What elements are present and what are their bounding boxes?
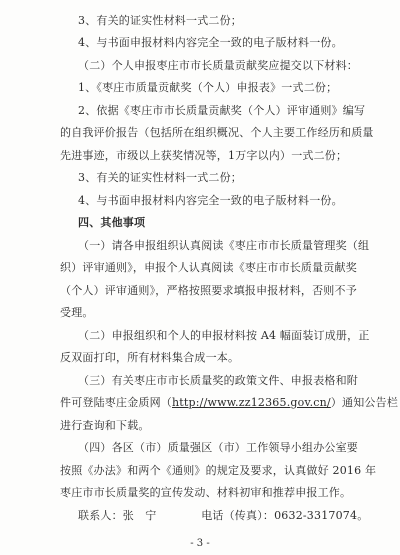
- paragraph-4-line-1: （四）各区（市）质量强区（市）工作领导小组办公室要: [78, 441, 358, 454]
- website-prefix: 件可登陆枣庄金质网（: [60, 396, 172, 409]
- personal-item-3: 3、有关的证实性材料一式二份；: [78, 171, 242, 184]
- other-matters-heading: 四、其他事项: [78, 216, 146, 229]
- website-suffix: ）通知公告栏: [330, 396, 399, 409]
- paragraph-3-line-1: （三）有关枣庄市市长质量奖的政策文件、申报表格和附: [78, 374, 358, 387]
- paragraph-2-line-1: （二）申报组织和个人的申报材料按 A4 幅面装订成册，正: [78, 329, 370, 342]
- personal-item-2-line-1: 2、依据《枣庄市市长质量贡献奖（个人）评审通则》编写: [78, 104, 366, 117]
- paragraph-1-line-4: 受理。: [60, 306, 94, 319]
- section-b-item-3: 3、有关的证实性材料一式二份；: [78, 14, 242, 27]
- section-b-item-4: 4、与书面申报材料内容完全一致的电子版材料一份。: [78, 36, 343, 49]
- website-link[interactable]: http://www.zz12365.gov.cn/: [172, 396, 331, 409]
- personal-item-4: 4、与书面申报材料内容完全一致的电子版材料一份。: [78, 194, 343, 207]
- paragraph-3-line-3: 进行查询和下载。: [60, 419, 150, 432]
- paragraph-1-line-2: 织）评审通则》，申报个人认真阅读《枣庄市市长质量贡献奖: [60, 261, 357, 274]
- personal-item-2-line-3: 先进事迹，市级以上获奖情况等，1万字以内）一式二份；: [60, 149, 348, 162]
- paragraph-2-line-2: 反双面打印，所有材料集合成一本。: [60, 351, 240, 364]
- paragraph-4-line-2: 按照《办法》和两个《通则》的规定及要求，认真做好 2016 年: [60, 464, 377, 477]
- personal-item-2-line-2: 的自我评价报告（包括所在组织概况、个人主要工作经历和质量: [60, 126, 374, 139]
- personal-section-title: （二）个人申报枣庄市市长质量贡献奖应提交以下材料：: [78, 59, 358, 72]
- personal-item-1: 1、《枣庄市质量贡献奖（个人）申报表》一式二份；: [78, 81, 338, 94]
- paragraph-1-line-3: （个人）评审通则》，严格按照要求填报申报材料，否则不予: [60, 284, 357, 297]
- paragraph-3-line-2: [60, 396, 398, 409]
- paragraph-4-line-3: 枣庄市市长质量奖的宣传发动、材料初审和推荐申报工作。: [60, 486, 352, 499]
- contact-line: 联系人：张 宁 电话（传真）：0632-3317074。: [78, 509, 369, 522]
- paragraph-1-line-1: （一）请各申报组织认真阅读《枣庄市市长质量管理奖（组: [78, 239, 370, 252]
- page-number: - 3 -: [190, 538, 210, 549]
